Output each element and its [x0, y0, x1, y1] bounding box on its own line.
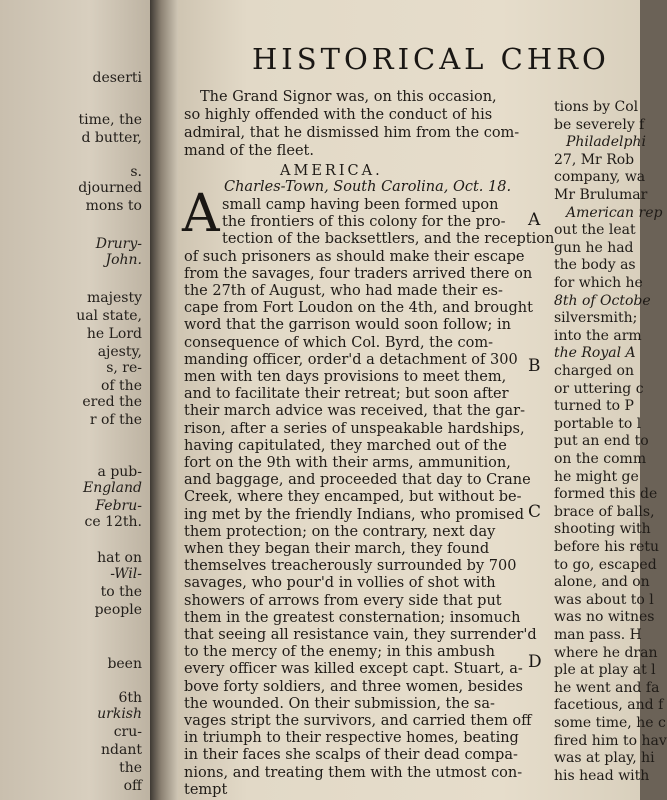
right-column-line: where he dran [554, 644, 658, 661]
section-heading: AMERICA. [280, 163, 383, 179]
right-column-line: 27, Mr Rob [554, 151, 635, 168]
left-page-line: -Wil- [110, 566, 142, 582]
left-page-line: ajesty, [97, 344, 142, 360]
right-column-line: man pass. H [554, 627, 642, 643]
body-line: small camp having been formed upon [222, 197, 499, 213]
right-column-line: was about to l [554, 591, 654, 608]
right-column-line: the body as [554, 257, 636, 274]
body-line: cape from Fort Loudon on the 4th, and brought [184, 300, 533, 317]
body-line: the wounded. On their submission, the sa- [184, 695, 495, 712]
body-line: showers of arrows from every side that put [184, 592, 502, 609]
left-page-line: been [107, 656, 142, 672]
right-column-line: 8th of Octobe [554, 292, 651, 309]
body-line: from the savages, four traders arrived there on [184, 265, 533, 282]
right-column-line: he went and fa [554, 679, 660, 696]
body-line: themselves treacherously surrounded by 700 [184, 558, 517, 575]
body-line: to the mercy of the enemy; in this ambush [184, 644, 495, 661]
body-line: them in the greatest consternation; insomuch [184, 609, 521, 626]
right-column-line: to go, escaped [554, 556, 657, 573]
body-line: when they began their march, they found [184, 541, 490, 557]
page-title: HISTORICAL CHRO [252, 42, 610, 76]
body-line: in triumph to their respective homes, beating [184, 730, 519, 747]
left-page-line: hat on [97, 550, 142, 566]
right-column-line: company, wa [554, 169, 646, 186]
body-line: tempt [184, 781, 228, 798]
left-page [0, 0, 150, 800]
left-page-line: ce 12th. [84, 514, 142, 530]
right-column-line: or uttering c [554, 380, 644, 397]
body-line: and baggage, and proceeded that day to Crane [184, 472, 531, 489]
left-page-line: Drury- [95, 236, 142, 252]
intro-line: so highly offended with the conduct of his [184, 107, 493, 123]
body-line: their march advice was received, that the gar- [184, 403, 525, 420]
left-page-line: he Lord [86, 326, 142, 342]
right-column-line: Mr Brulumar [554, 187, 648, 203]
right-column-line: he might ge [554, 468, 639, 485]
margin-marker-a: A [528, 210, 541, 230]
body-line: them protection; on the contrary, next day [184, 523, 496, 540]
body-line: having capitulated, they marched out of the [184, 437, 507, 454]
body-line: the 27th of August, who had made their es- [184, 283, 503, 299]
intro-line: admiral, that he dismissed him from the com- [184, 125, 520, 141]
left-page-line: England [82, 480, 142, 496]
body-line: savages, who pour'd in vollies of shot with [184, 575, 496, 592]
left-page-line: urkish [97, 706, 142, 722]
left-page-line: Febru- [95, 498, 142, 514]
body-line: of such prisoners as should make their escape [184, 248, 525, 265]
body-line: Creek, where they encamped, but without be- [184, 489, 522, 506]
right-column-line: into the arm [554, 327, 642, 344]
right-column-line: his head with [554, 767, 650, 784]
body-line: tection of the backsettlers, and the reception [222, 231, 555, 248]
left-page-line: off [123, 778, 142, 794]
left-page-line: time, the [78, 112, 142, 128]
right-column-line: fired him to hav [554, 732, 667, 749]
right-column-line: be severely f [554, 116, 645, 133]
main-page [178, 0, 667, 800]
right-column-line: charged on [554, 363, 635, 379]
body-line: word that the garrison would soon follow; in [184, 317, 511, 334]
body-line: vages stript the survivors, and carried them off [184, 713, 532, 729]
left-page-line: 6th [118, 690, 142, 706]
body-line: bove forty soldiers, and three women, besides [184, 678, 523, 695]
right-column-line: before his retu [554, 539, 660, 555]
right-column-line: was no witnes [554, 609, 655, 626]
right-column-line: formed this de [554, 486, 658, 503]
left-page-line: John. [105, 252, 142, 268]
left-page-line: people [94, 602, 142, 618]
right-column-line: shooting with [554, 521, 651, 538]
left-page-line: d butter, [81, 130, 142, 146]
right-column-line: turned to P [554, 398, 634, 415]
left-page-line: djourned [78, 180, 142, 196]
body-line: manding officer, order'd a detachment of 300 [184, 351, 518, 368]
right-column-line: silversmith; [554, 310, 638, 327]
left-page-line: ual state, [76, 308, 142, 324]
intro-line: mand of the fleet. [184, 143, 314, 159]
right-column-line: gun he had [554, 239, 634, 256]
left-page-line: cru- [113, 724, 142, 740]
right-column-line: alone, and on [554, 574, 650, 591]
left-page-line: the [119, 760, 142, 776]
margin-marker-b: B [528, 356, 541, 376]
body-line: nions, and treating them with the utmost con- [184, 764, 523, 781]
right-column-line: for which he [554, 275, 643, 291]
body-line: every officer was killed except capt. Stuart, a- [184, 661, 523, 678]
right-column-line: put an end to [554, 433, 649, 450]
right-column-line: American rep [566, 204, 663, 221]
right-column-line: portable to l [554, 415, 642, 432]
left-page-line: s, re- [106, 360, 142, 376]
body-line: consequence of which Col. Byrd, the com- [184, 334, 494, 351]
body-line: ing met by the friendly Indians, who promised [184, 506, 524, 523]
body-line: that seeing all resistance vain, they surrender'd [184, 627, 537, 643]
right-column-line: out the leat [554, 222, 636, 239]
dateline: Charles-Town, South Carolina, Oct. 18. [224, 179, 512, 195]
right-column-line: ple at play at l [554, 662, 656, 679]
right-column-line: some time, he c [554, 715, 666, 731]
left-page-line: majesty [87, 290, 142, 306]
body-line: rison, after a series of unspeakable hardships, [184, 420, 525, 437]
margin-marker-c: C [528, 502, 542, 522]
body-line: and to facilitate their retreat; but soon after [184, 386, 509, 403]
body-line: men with ten days provisions to meet them, [184, 369, 507, 385]
right-column-line: Philadelphi [566, 134, 646, 151]
left-page-line: r of the [89, 412, 142, 428]
right-column-line: was at play, hi [554, 750, 655, 767]
left-page-line: deserti [92, 70, 142, 86]
right-column [554, 0, 667, 800]
left-page-line: ndant [101, 742, 142, 758]
right-column-line: tions by Col [554, 99, 639, 115]
left-page-line: to the [100, 584, 142, 600]
right-column-line: facetious, and f [554, 697, 664, 714]
body-line: the frontiers of this colony for the pro- [222, 214, 506, 231]
body-line: in their faces she scalps of their dead compa- [184, 747, 518, 764]
left-page-line: of the [101, 378, 142, 394]
right-column-line: on the comm [554, 451, 647, 467]
left-page-line: mons to [85, 198, 142, 214]
margin-marker-d: D [528, 652, 542, 672]
left-page-line: s. [130, 164, 142, 180]
left-page-line: ered the [82, 394, 142, 410]
page-gutter [150, 0, 178, 800]
intro-line: The Grand Signor was, on this occasion, [200, 89, 497, 105]
drop-cap: A [182, 184, 220, 244]
right-column-line: brace of balls, [554, 503, 655, 520]
body-line: fort on the 9th with their arms, ammunition, [184, 455, 511, 471]
right-column-line: the Royal A [554, 345, 636, 362]
left-page-line: a pub- [97, 464, 142, 480]
